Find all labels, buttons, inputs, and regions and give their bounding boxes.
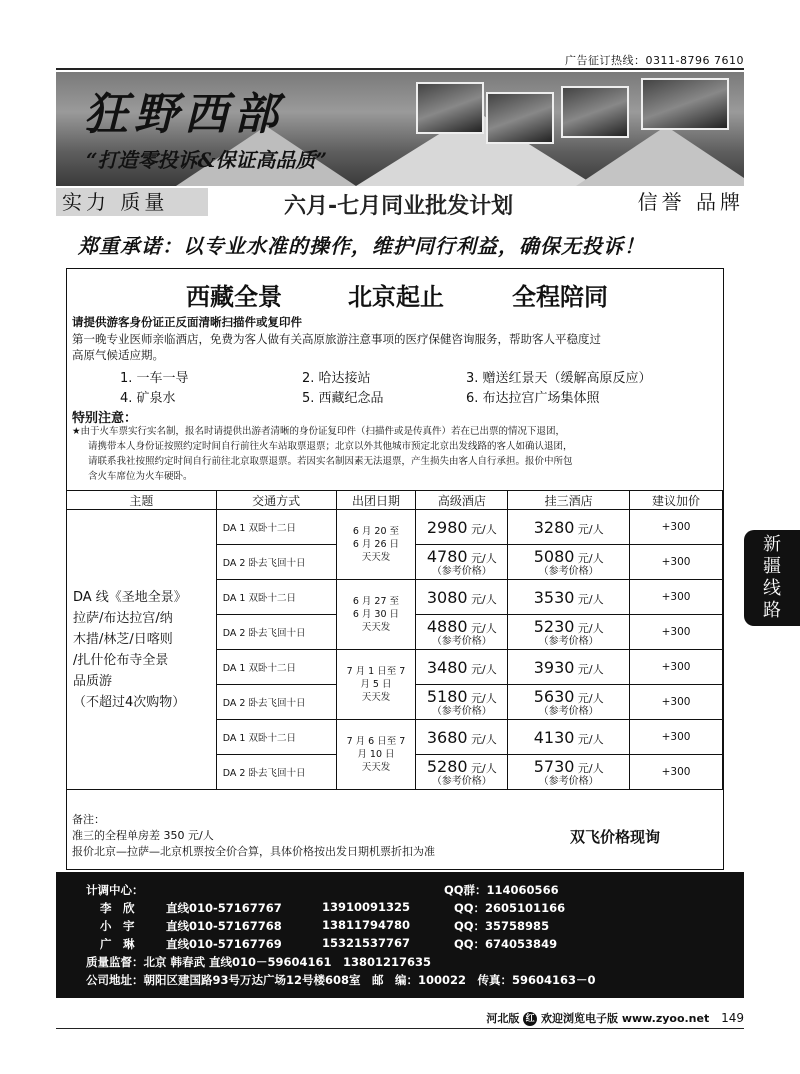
price-value: 3930	[533, 657, 575, 677]
price-value: 5280	[426, 757, 468, 776]
premium-hotel-price-cell	[416, 720, 508, 755]
price-value: 5630	[533, 687, 575, 706]
transport-cell: DA 2 卧去飞回十日	[216, 755, 336, 790]
ad-hotline: 广告征订热线：0311-8796 7610	[565, 54, 744, 67]
price-unit: 元/人	[471, 762, 497, 775]
publisher-logo-icon: 红	[523, 1012, 537, 1026]
sidetab-char-4: 路	[763, 600, 781, 621]
col-header-premium-hotel: 高级酒店	[416, 491, 508, 510]
service-2: 2. 哈达接站	[302, 371, 371, 386]
departure-date-line: 7 月 1 日至 7	[346, 666, 406, 677]
reference-price-note: （参考价格）	[431, 706, 492, 717]
price-unit: 元/人	[471, 692, 497, 705]
premium-hotel-price-cell	[416, 580, 508, 615]
headline-1: 西藏全景	[186, 283, 282, 311]
departure-date-line: 6 月 20 至	[352, 526, 400, 537]
departure-date-line: 天天发	[361, 692, 391, 703]
sidetab-char-3: 线	[763, 578, 781, 599]
headline-3: 全程陪同	[512, 283, 608, 311]
slogan: 郑重承诺：以专业水准的操作，维护同行利益，确保无投诉！	[78, 234, 645, 258]
departure-date-line: 6 月 27 至	[352, 596, 400, 607]
notes-line-1: 准三的全程单房差 350 元/人	[72, 829, 214, 842]
premium-hotel-price-cell	[416, 755, 508, 790]
reference-price-note: （参考价格）	[431, 776, 492, 787]
price-unit: 元/人	[471, 662, 497, 676]
col-header-markup: 建议加价	[630, 491, 723, 510]
markup-cell: +300	[630, 545, 723, 580]
route-theme-line: 拉萨/布达拉宫/纳	[73, 610, 173, 626]
service-1: 1. 一车一导	[120, 371, 189, 386]
three-star-price-cell	[508, 650, 630, 685]
top-rule	[56, 68, 744, 70]
price-unit: 元/人	[577, 732, 604, 746]
schedule-table	[66, 490, 723, 790]
banner-photo-2	[486, 92, 554, 144]
table-row	[67, 510, 723, 545]
transport-cell: DA 2 卧去飞回十日	[216, 615, 336, 650]
price-value: 4780	[426, 547, 468, 566]
premium-hotel-price-cell	[416, 545, 508, 580]
strip-left-label: 实力 质量	[56, 188, 208, 216]
transport-cell: DA 1 双卧十二日	[216, 720, 336, 755]
transport-cell: DA 2 卧去飞回十日	[216, 685, 336, 720]
price-unit: 元/人	[577, 622, 604, 635]
price-value: 5730	[533, 757, 575, 776]
notes-title: 备注：	[72, 813, 105, 826]
banner	[56, 72, 744, 186]
markup-cell: +300	[630, 510, 723, 545]
price-value: 3080	[426, 587, 468, 607]
page-number: 149	[721, 1011, 744, 1025]
price-value: 3280	[533, 517, 575, 537]
route-theme-line: /扎什伦布寺全景	[73, 652, 169, 668]
departure-date-cell	[336, 510, 416, 580]
special-line-4: 含火车席位为火车硬卧。	[88, 471, 193, 482]
price-unit: 元/人	[577, 762, 604, 775]
sidetab-char-1: 新	[763, 534, 781, 555]
markup-cell: +300	[630, 755, 723, 790]
reference-price-note: （参考价格）	[431, 636, 492, 647]
footer-website[interactable]: 欢迎浏览电子版 www.zyoo.net	[541, 1012, 710, 1025]
bottom-rule	[56, 1028, 744, 1029]
region-side-tab	[744, 530, 800, 626]
service-6: 6. 布达拉宫广场集体照	[466, 391, 600, 406]
quality-supervisor: 质量监督：北京 韩春武 直线010－59604161 13801217635	[86, 955, 432, 969]
contact-qq-2: QQ：35758985	[454, 919, 550, 933]
page-footer	[486, 1010, 744, 1026]
premium-hotel-price-cell	[416, 650, 508, 685]
departure-date-cell	[336, 650, 416, 720]
special-line-2: 请携带本人身份证按照约定时间自行前往火车站取票退票；北京以外其他城市预定北京出发线路的客人如确认退团，	[88, 441, 573, 452]
departure-date-line: 天天发	[361, 622, 391, 633]
price-unit: 元/人	[471, 732, 497, 746]
contact-mobile-2: 13811794780	[322, 918, 411, 932]
strip-right-label: 信誉 品牌	[637, 190, 744, 214]
three-star-price-cell	[508, 755, 630, 790]
departure-date-line: 月 10 日	[357, 749, 395, 760]
banner-photo-3	[561, 86, 629, 138]
sidetab-char-2: 疆	[763, 556, 781, 577]
price-value: 3530	[533, 587, 575, 607]
route-theme-line: 品质游	[73, 673, 113, 689]
transport-cell: DA 1 双卧十二日	[216, 650, 336, 685]
notes-line-2: 报价北京—拉萨—北京机票按全价合算，具体价格按出发日期机票折扣为准	[72, 845, 435, 858]
price-unit: 元/人	[577, 592, 604, 606]
three-star-price-cell	[508, 615, 630, 650]
markup-cell: +300	[630, 650, 723, 685]
price-unit: 元/人	[471, 622, 497, 635]
departure-date-line: 月 5 日	[360, 679, 392, 690]
price-value: 3680	[426, 727, 468, 747]
price-value: 5080	[533, 547, 575, 566]
intro-line-2: 第一晚专业医师亲临酒店，免费为客人做有关高原旅游注意事项的医疗保健咨询服务，帮助客人平稳度过	[72, 332, 601, 346]
footer-edition: 河北版	[486, 1012, 520, 1025]
contact-qq-3: QQ：674053849	[454, 937, 558, 951]
table-header-row	[67, 491, 723, 510]
dual-flight-note: 双飞价格现询	[570, 828, 661, 846]
price-unit: 元/人	[471, 522, 497, 536]
three-star-price-cell	[508, 510, 630, 545]
price-value: 2980	[426, 517, 468, 537]
transport-cell: DA 2 卧去飞回十日	[216, 545, 336, 580]
price-unit: 元/人	[471, 592, 497, 606]
plan-title: 六月-七月同业批发计划	[284, 194, 514, 219]
intro-line-3: 高原气候适应期。	[72, 348, 164, 362]
contact-mobile-1: 13910091325	[322, 900, 411, 914]
company-address: 公司地址：朝阳区建国路93号万达广场12号楼608室 邮 编：100022 传真：59604163－0	[86, 973, 596, 987]
departure-date-line: 天天发	[361, 762, 391, 773]
col-header-3star-hotel: 挂三酒店	[508, 491, 630, 510]
three-star-price-cell	[508, 580, 630, 615]
premium-hotel-price-cell	[416, 510, 508, 545]
contact-name-1: 李 欣	[100, 901, 135, 915]
col-header-transport: 交通方式	[216, 491, 336, 510]
special-line-3: 请联系我社按照约定时间自行前往北京取票退票。若因实名制因素无法退票，产生损失由客人自行承担。报价中所包	[88, 456, 573, 467]
three-star-price-cell	[508, 685, 630, 720]
markup-cell: +300	[630, 580, 723, 615]
price-value: 3480	[426, 657, 468, 677]
contact-center-label: 计调中心：	[86, 883, 144, 897]
banner-photo-1	[416, 82, 484, 134]
col-header-theme: 主题	[67, 491, 217, 510]
price-unit: 元/人	[471, 552, 497, 565]
departure-date-cell	[336, 580, 416, 650]
intro-line-1: 请提供游客身份证正反面清晰扫描件或复印件	[72, 315, 302, 329]
banner-title: 狂野西部	[84, 89, 284, 140]
transport-cell: DA 1 双卧十二日	[216, 580, 336, 615]
three-star-price-cell	[508, 720, 630, 755]
transport-cell: DA 1 双卧十二日	[216, 510, 336, 545]
service-5: 5. 西藏纪念品	[302, 391, 384, 406]
headline-2: 北京起止	[348, 283, 444, 311]
route-theme-line: （不超过4次购物）	[73, 694, 186, 710]
col-header-date: 出团日期	[336, 491, 416, 510]
contact-name-2: 小 宇	[100, 919, 135, 933]
route-theme-cell	[67, 510, 217, 790]
special-title: 特别注意：	[72, 411, 138, 426]
departure-date-line: 6 月 30 日	[352, 609, 400, 620]
price-unit: 元/人	[577, 552, 604, 565]
price-value: 5230	[533, 617, 575, 636]
reference-price-note: （参考价格）	[431, 566, 492, 577]
contact-mobile-3: 15321537767	[322, 936, 411, 950]
departure-date-cell	[336, 720, 416, 790]
reference-price-note: （参考价格）	[538, 636, 599, 647]
contact-tel-2: 直线010-57167768	[166, 919, 282, 933]
price-unit: 元/人	[577, 522, 604, 536]
banner-photo-4	[641, 78, 729, 130]
premium-hotel-price-cell	[416, 685, 508, 720]
departure-date-line: 7 月 6 日至 7	[346, 736, 406, 747]
notes	[72, 812, 435, 860]
contact-tel-3: 直线010-57167769	[166, 937, 282, 951]
contact-qq-1: QQ：2605101166	[454, 901, 566, 915]
special-line-1: ★由于火车票实行实名制，报名时请提供出游者清晰的身份证复印件（扫描件或是传真件）若在已出票的情况下退团，	[72, 426, 566, 437]
departure-date-line: 天天发	[361, 552, 391, 563]
reference-price-note: （参考价格）	[538, 706, 599, 717]
contact-name-3: 广 琳	[100, 937, 135, 951]
markup-cell: +300	[630, 720, 723, 755]
price-unit: 元/人	[577, 692, 604, 705]
price-unit: 元/人	[577, 662, 604, 676]
three-star-price-cell	[508, 545, 630, 580]
price-value: 4130	[533, 727, 575, 747]
route-theme-line: DA 线《圣地全景》	[73, 589, 187, 605]
reference-price-note: （参考价格）	[538, 776, 599, 787]
contact-panel	[56, 872, 744, 998]
service-3: 3. 赠送红景天（缓解高原反应）	[466, 371, 652, 386]
qq-group: QQ群：114060566	[444, 883, 559, 897]
contact-tel-1: 直线010-57167767	[166, 901, 282, 915]
reference-price-note: （参考价格）	[538, 566, 599, 577]
premium-hotel-price-cell	[416, 615, 508, 650]
markup-cell: +300	[630, 685, 723, 720]
departure-date-line: 6 月 26 日	[352, 539, 400, 550]
banner-subtitle: “打造零投诉&保证高品质”	[86, 148, 328, 172]
markup-cell: +300	[630, 615, 723, 650]
service-4: 4. 矿泉水	[120, 391, 176, 406]
price-value: 4880	[426, 617, 468, 636]
price-value: 5180	[426, 687, 468, 706]
route-theme-line: 木措/林芝/日喀则	[73, 631, 173, 647]
